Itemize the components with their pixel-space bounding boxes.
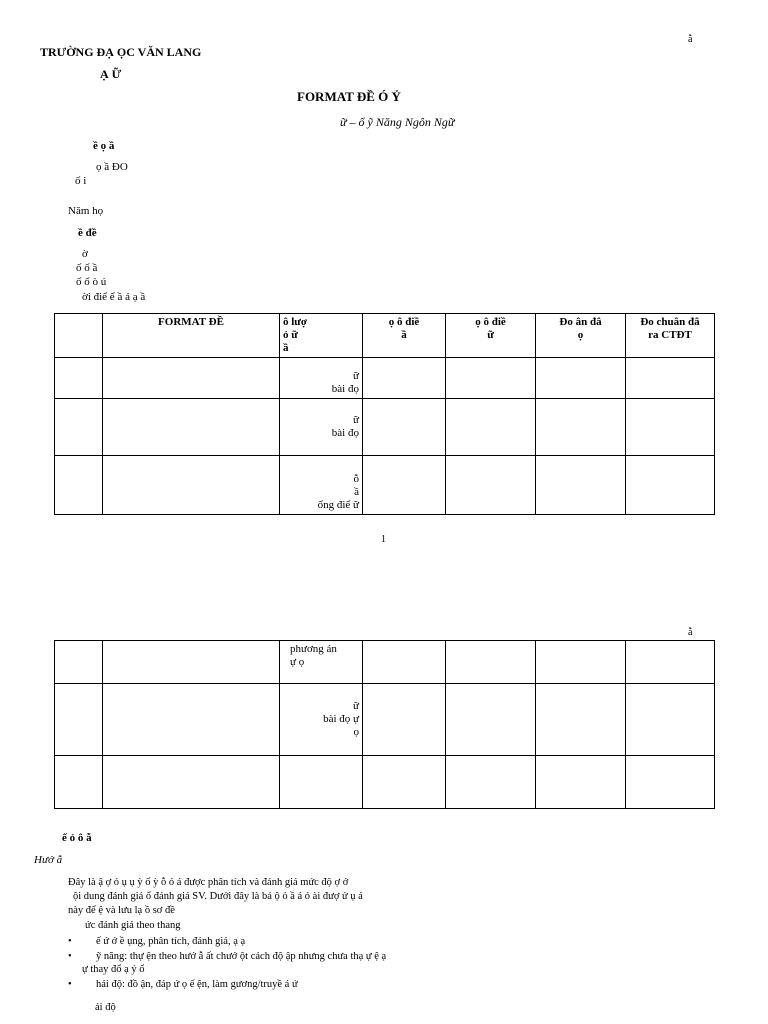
table-cell bbox=[536, 756, 626, 809]
info-line: ời điể ể ầ á ạ ầ bbox=[82, 291, 146, 303]
bullet-icon: • bbox=[68, 951, 72, 962]
table-cell bbox=[626, 641, 715, 684]
table-cell bbox=[363, 358, 446, 399]
page-number: 1 bbox=[381, 534, 386, 545]
table-header-cell: Đo chuân đâ ra CTĐT bbox=[626, 314, 715, 358]
table-cell: ữ bài đọ ự ọ bbox=[280, 684, 363, 756]
table-cell bbox=[55, 684, 103, 756]
list-item bbox=[68, 978, 718, 991]
table-cell bbox=[446, 399, 536, 456]
format-table-continued bbox=[54, 640, 715, 809]
table-header-cell: ọ ô điề ầ bbox=[363, 314, 446, 358]
table-cell bbox=[626, 756, 715, 809]
table-cell bbox=[363, 641, 446, 684]
table-cell: ữ bài đọ bbox=[280, 399, 363, 456]
table-header-cell: FORMAT ĐỀ bbox=[103, 314, 280, 358]
guide-heading: Hướ ẫ bbox=[34, 854, 63, 866]
table-cell bbox=[626, 399, 715, 456]
info-line: ố i bbox=[75, 175, 87, 187]
table-cell bbox=[55, 399, 103, 456]
table-cell bbox=[55, 456, 103, 515]
table-header-row bbox=[55, 314, 715, 358]
table-cell bbox=[626, 684, 715, 756]
table-cell bbox=[103, 399, 280, 456]
corner-mark: ẵ bbox=[688, 34, 693, 45]
paragraph-line: Đây là ậ ợ ỏ ụ ụ ỳ ố ỳ ỗ ỏ á được phân tích và đánh giá mức độ ợ ớ bbox=[68, 877, 349, 888]
table-cell bbox=[626, 456, 715, 515]
list-item-text: ế ứ ớ ề ụng, phân tích, đánh giá, ạ ạ bbox=[96, 936, 246, 947]
table-cell bbox=[536, 641, 626, 684]
corner-mark: ẵ bbox=[688, 627, 693, 638]
info-line: ờ bbox=[82, 248, 88, 260]
table-cell bbox=[363, 684, 446, 756]
table-row bbox=[55, 756, 715, 809]
paragraph-line: ức đánh giá theo thang bbox=[85, 920, 181, 931]
info-line: ọ ầ ĐO bbox=[96, 161, 128, 173]
info-line: ố ố ầ bbox=[76, 262, 98, 274]
section-heading: ế ỏ ô ẫ bbox=[62, 832, 92, 844]
table-cell bbox=[103, 641, 280, 684]
info-line: ố ố ò ú bbox=[76, 276, 107, 288]
list-item-text: hái độ: đồ ận, đáp ứ ọ ế ện, làm gương/truyề á ứ bbox=[96, 979, 298, 990]
table-cell bbox=[363, 456, 446, 515]
department-name: Ạ Ữ bbox=[100, 67, 122, 81]
table-cell bbox=[536, 399, 626, 456]
table-cell bbox=[103, 756, 280, 809]
table-cell: phương án ự ọ bbox=[280, 641, 363, 684]
info-line: Năm họ bbox=[68, 205, 104, 217]
criteria-list bbox=[68, 935, 718, 993]
table-cell bbox=[446, 641, 536, 684]
info-line: ề đề bbox=[78, 227, 97, 239]
table-cell bbox=[363, 756, 446, 809]
table-cell: ỗ ầ ổng điể ữ bbox=[280, 456, 363, 515]
bullet-icon: • bbox=[68, 979, 72, 990]
table-cell: ữ bài đọ bbox=[280, 358, 363, 399]
table-cell bbox=[103, 358, 280, 399]
table-cell bbox=[536, 684, 626, 756]
list-item bbox=[68, 935, 718, 948]
paragraph-line: ội dung đánh giá ổ đánh giá SV. Dưới đây là bả ộ ỏ ầ á ỏ ài đượ ử ụ á bbox=[73, 891, 363, 902]
table-row bbox=[55, 684, 715, 756]
table-row bbox=[55, 399, 715, 456]
document-subtitle: ữ – ổ ỹ Năng Ngôn Ngữ bbox=[340, 115, 455, 129]
format-table bbox=[54, 313, 715, 515]
table-row bbox=[55, 641, 715, 684]
table-cell bbox=[280, 756, 363, 809]
table-row bbox=[55, 358, 715, 399]
table-row bbox=[55, 456, 715, 515]
table-cell bbox=[55, 756, 103, 809]
table-header-cell: ô lượ ỏ ữ ầ bbox=[280, 314, 363, 358]
table-cell bbox=[363, 399, 446, 456]
table-cell bbox=[446, 358, 536, 399]
table-cell bbox=[55, 641, 103, 684]
info-line: ề ọ ầ bbox=[93, 140, 115, 152]
table-cell bbox=[103, 684, 280, 756]
paragraph-line: này để ệ và lưu lạ ồ sơ đề bbox=[68, 905, 175, 916]
table-header-cell: ọ ô điề ữ bbox=[446, 314, 536, 358]
table-cell bbox=[536, 456, 626, 515]
table-cell bbox=[103, 456, 280, 515]
document-title: FORMAT ĐỀ Ó Ỷ bbox=[297, 89, 401, 104]
trailing-line: ải độ bbox=[95, 1002, 116, 1013]
table-header-cell bbox=[55, 314, 103, 358]
table-cell bbox=[446, 456, 536, 515]
table-header-cell: Đo ân đâ ọ bbox=[536, 314, 626, 358]
list-item-text: ỹ năng: thự ện theo hướ ẫ ất chướ ột cách độ ập nhưng chưa thạ ự ệ ạ ự thay đổ ạ ỷ ổ bbox=[82, 951, 387, 975]
table-cell bbox=[55, 358, 103, 399]
university-name: TRƯỜNG ĐẠ ỌC VĂN LANG bbox=[40, 45, 202, 59]
table-cell bbox=[446, 756, 536, 809]
table-cell bbox=[626, 358, 715, 399]
table-cell bbox=[536, 358, 626, 399]
table-cell bbox=[446, 684, 536, 756]
bullet-icon: • bbox=[68, 936, 72, 947]
list-item bbox=[68, 950, 718, 976]
